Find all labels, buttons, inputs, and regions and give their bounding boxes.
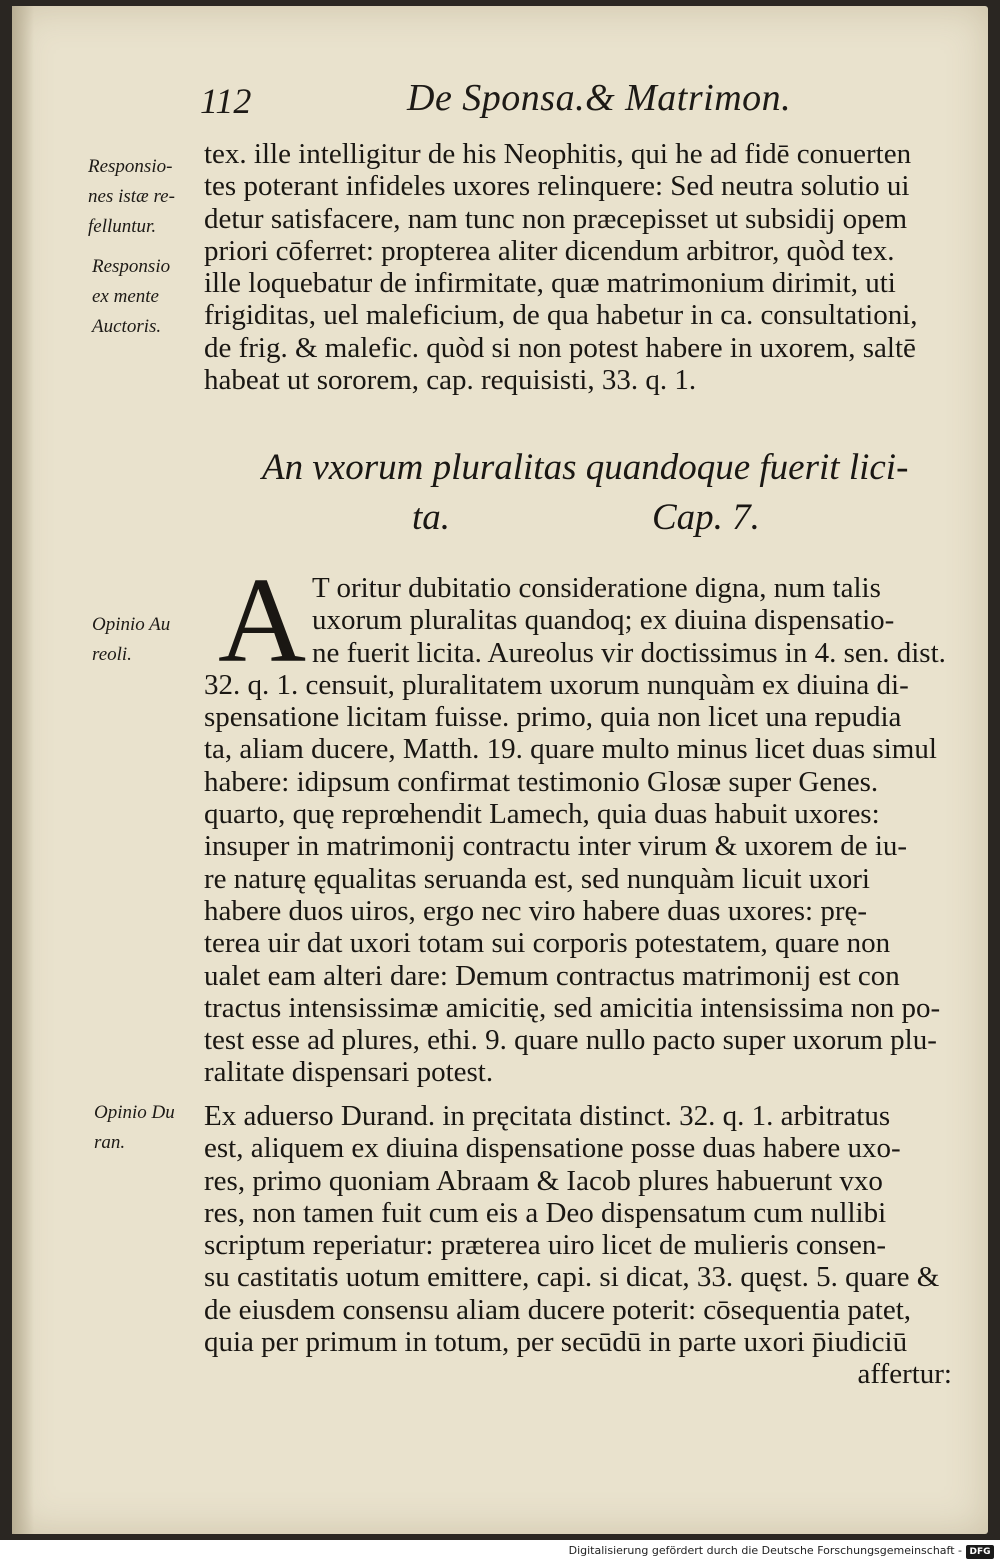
drop-cap: A bbox=[218, 553, 307, 688]
dfg-logo: DFG bbox=[966, 1545, 994, 1559]
page-number: 112 bbox=[200, 81, 252, 121]
digitization-credit: Digitalisierung gefördert durch die Deutsche Forschungsgemeinschaft - bbox=[568, 1544, 962, 1557]
page-header bbox=[12, 76, 988, 126]
paragraph-1: tex. ille intelligitur de his Neophitis, qui he ad fidē conuerten tes poterant infideles uxores relinquere: Sed neutra solutio ui detur satisfacere, nam tunc non præcepisset ut subsidij opem priori cōferret: propterea aliter dicendum arbitror, quòd tex. ille loquebatur de infirmitate, quæ matrimonium dirimit, uti frigiditas, uel maleficium, de qua habetur in ca. consultationi, de frig. & malefic. quòd si non potest habere in uxorem, saltē habeat ut sororem, cap. requisisti, 33. q. 1. bbox=[204, 138, 918, 397]
book-page bbox=[12, 6, 988, 1534]
chapter-title-line-1: An vxorum pluralitas quandoque fuerit lici- bbox=[262, 447, 909, 488]
margin-note-opinio-aureoli: Opinio Au reoli. bbox=[92, 614, 171, 665]
paragraph-3: Ex aduerso Durand. in pręcitata distinct. 32. q. 1. arbitratus est, aliquem ex diuina dispensatione posse duas habere uxo- res, primo quoniam Abraam & Iacob plures habuerunt vxo res, non tamen fuit cum eis a Deo dispensatum cum nullibi scriptum reperiatur: præterea uiro licet de mulieris consen- su castitatis uotum emittere, capi. si dicat, 33. quęst. 5. quare & de eiusdem consensu aliam ducere poterit: cōsequentia patet, quia per primum in totum, per secūdū in parte uxori p̄iudiciū affertur: bbox=[204, 1100, 974, 1391]
chapter-title-line-2: ta. bbox=[412, 497, 451, 538]
margin-note-responsio-auctoris: Responsio ex mente Auctoris. bbox=[92, 256, 171, 337]
margin-note-opinio-durandi: Opinio Du ran. bbox=[94, 1102, 175, 1153]
running-head: De Sponsa.& Matrimon. bbox=[407, 77, 792, 119]
catchword: affertur: bbox=[857, 1358, 952, 1391]
paragraph-2: T oritur dubitatio consideratione digna, num talis uxorum pluralitas quandoq; ex diuina dispensatio- ne fuerit licita. Aureolus vir doctissimus in 4. sen. dist. 32. q. 1. censuit, pluralitatem uxorum nunquàm ex diuina di- spensatione licitam fuisse. primo, quia non licet una repudia ta, aliam ducere, Matth. 19. quare multo minus licet duas simul habere: idipsum confirmat testimonio Glosæ super Genes. quarto, quę reprœhendit Lamech, quia duas habuit uxores: insuper in matrimonij contractu inter virum & uxorem de iu- re naturę ęqualitas seruanda est, sed nunquàm licuit uxori habere duos uiros, ergo nec viro habere duas uxores: prę- terea uir dat uxori totam sui corporis potestatem, quare non ualet eam alteri dare: Demum contractus matrimonij est con tractus intensissimæ amicitię, sed amicitia intensissima non po- test esse ad plures, ethi. 9. quare nullo pacto super uxorum plu- ralitate dispensari potest. bbox=[204, 572, 946, 1089]
chapter-number: Cap. 7. bbox=[652, 497, 760, 538]
margin-note-responsiones: Responsio- nes istæ re- felluntur. bbox=[88, 156, 175, 237]
